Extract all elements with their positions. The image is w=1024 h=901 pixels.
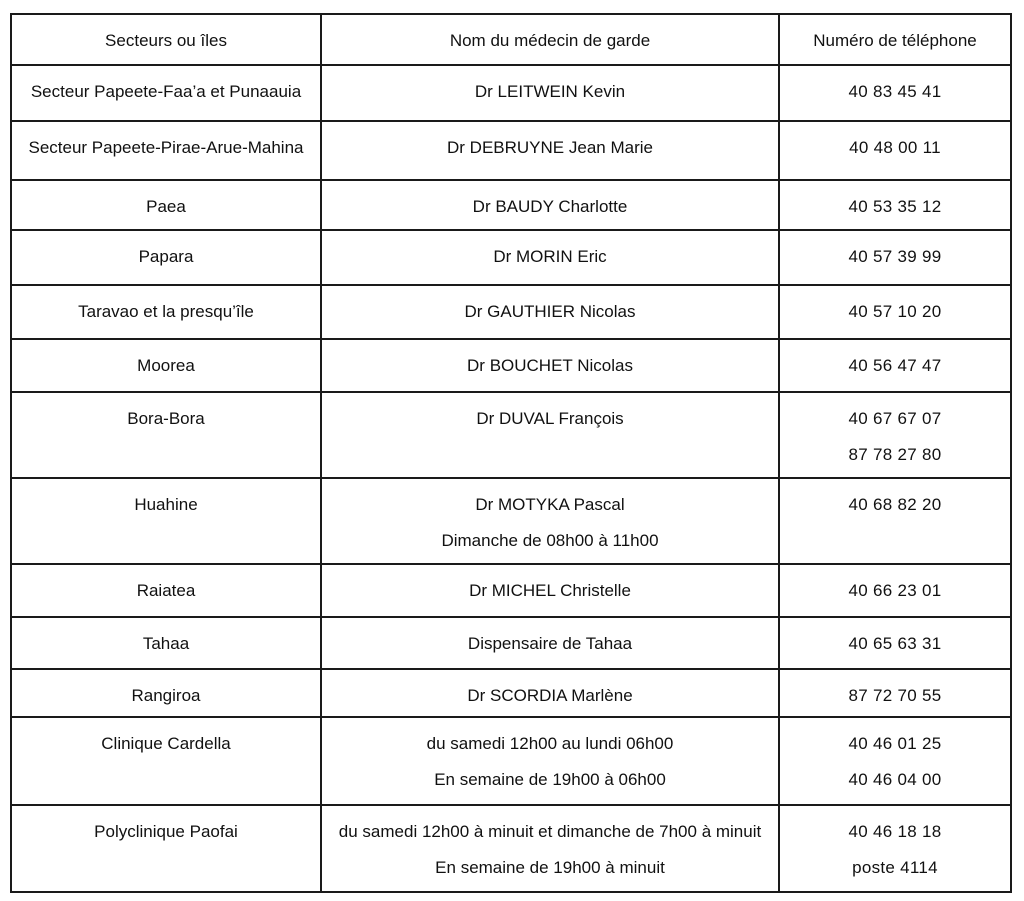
sector-cell: Secteur Papeete-Pirae-Arue-Mahina [11, 121, 321, 180]
header-row [11, 14, 1011, 65]
table-row [11, 65, 1011, 121]
sector-cell: Huahine [11, 478, 321, 564]
on-call-doctors-table [10, 13, 1012, 893]
table-row [11, 669, 1011, 717]
phone-cell: 40 57 39 99 [779, 230, 1011, 285]
doctor-cell: Dr GAUTHIER Nicolas [321, 285, 779, 339]
phone-cell: 40 48 00 11 [779, 121, 1011, 180]
sector-cell: Paea [11, 180, 321, 230]
doctor-cell: Dr BAUDY Charlotte [321, 180, 779, 230]
sector-cell: Tahaa [11, 617, 321, 669]
header-doctor: Nom du médecin de garde [321, 14, 779, 65]
table-row [11, 392, 1011, 478]
table-row [11, 617, 1011, 669]
phone-cell: 40 68 82 20 [779, 478, 1011, 564]
table-row [11, 339, 1011, 392]
phone-cell: 40 65 63 31 [779, 617, 1011, 669]
phone-cell: 40 56 47 47 [779, 339, 1011, 392]
doctor-cell: Dr MOTYKA Pascal Dimanche de 08h00 à 11h00 [321, 478, 779, 564]
sector-cell: Papara [11, 230, 321, 285]
phone-cell: 40 57 10 20 [779, 285, 1011, 339]
phone-cell: 40 66 23 01 [779, 564, 1011, 617]
phone-cell: 40 83 45 41 [779, 65, 1011, 121]
doctor-cell: Dr LEITWEIN Kevin [321, 65, 779, 121]
sector-cell: Clinique Cardella [11, 717, 321, 805]
sector-cell: Taravao et la presqu’île [11, 285, 321, 339]
table-row [11, 478, 1011, 564]
doctor-cell: Dr DUVAL François [321, 392, 779, 478]
table-row [11, 230, 1011, 285]
doctor-cell: Dr MICHEL Christelle [321, 564, 779, 617]
doctor-cell: Dr MORIN Eric [321, 230, 779, 285]
table-row [11, 805, 1011, 892]
sector-cell: Moorea [11, 339, 321, 392]
sector-cell: Bora-Bora [11, 392, 321, 478]
header-phone: Numéro de téléphone [779, 14, 1011, 65]
doctor-cell: Dr DEBRUYNE Jean Marie [321, 121, 779, 180]
doctor-cell: du samedi 12h00 au lundi 06h00 En semaine de 19h00 à 06h00 [321, 717, 779, 805]
sector-cell: Polyclinique Paofai [11, 805, 321, 892]
sector-cell: Secteur Papeete-Faa’a et Punaauia [11, 65, 321, 121]
sector-cell: Raiatea [11, 564, 321, 617]
doctor-cell: Dr SCORDIA Marlène [321, 669, 779, 717]
sector-cell: Rangiroa [11, 669, 321, 717]
table-row [11, 285, 1011, 339]
table-row [11, 180, 1011, 230]
phone-cell: 40 67 67 07 87 78 27 80 [779, 392, 1011, 478]
phone-cell: 40 46 01 25 40 46 04 00 [779, 717, 1011, 805]
doctor-cell: Dr BOUCHET Nicolas [321, 339, 779, 392]
phone-cell: 40 53 35 12 [779, 180, 1011, 230]
table-row [11, 717, 1011, 805]
phone-cell: 87 72 70 55 [779, 669, 1011, 717]
phone-cell: 40 46 18 18 poste 4114 [779, 805, 1011, 892]
doctor-cell: Dispensaire de Tahaa [321, 617, 779, 669]
doctor-cell: du samedi 12h00 à minuit et dimanche de 7h00 à minuit En semaine de 19h00 à minuit [321, 805, 779, 892]
header-sector: Secteurs ou îles [11, 14, 321, 65]
table-row [11, 121, 1011, 180]
table-row [11, 564, 1011, 617]
